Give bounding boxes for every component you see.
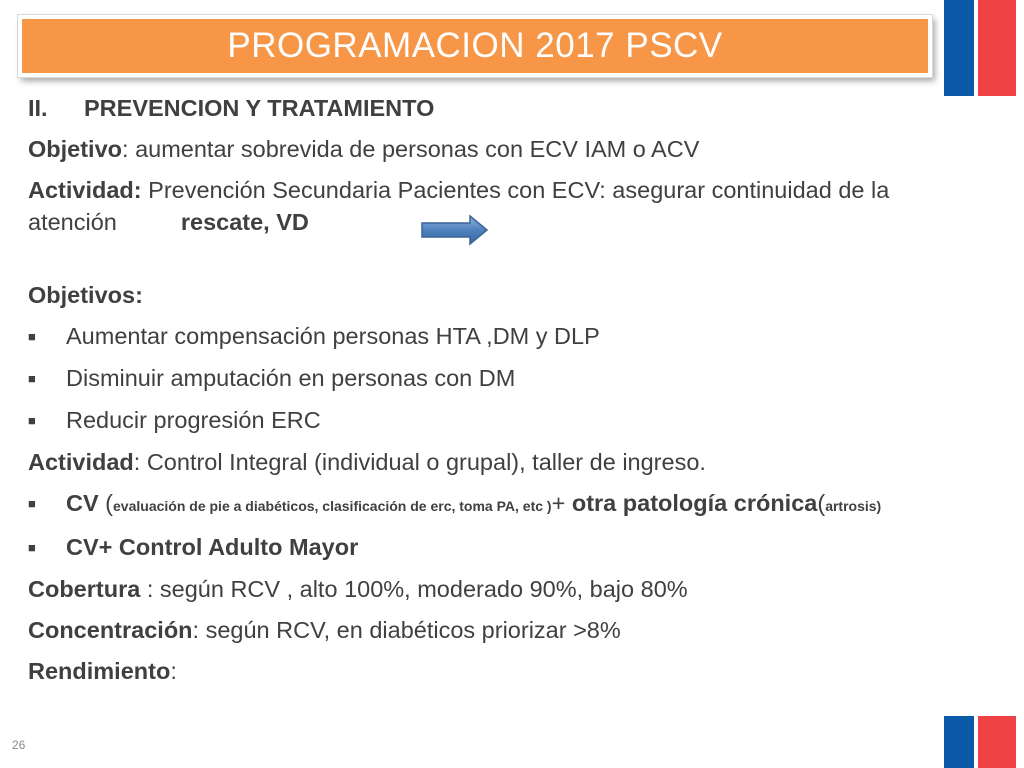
list-item xyxy=(28,320,978,353)
cv-adulto-item: CV+ Control Adulto Mayor xyxy=(66,534,359,560)
objetivo-item: Reducir progresión ERC xyxy=(66,407,321,433)
cobertura-text: : según RCV , alto 100%, moderado 90%, bajo 80% xyxy=(140,576,688,602)
flag-red-stripe xyxy=(978,0,1016,96)
rendimiento-label: Rendimiento xyxy=(28,658,171,684)
list-item xyxy=(28,362,978,395)
list-item xyxy=(28,487,978,522)
cobertura-label: Cobertura xyxy=(28,576,141,602)
list-item xyxy=(28,531,978,564)
flag-blue-stripe xyxy=(944,0,974,96)
objetivo-label: Objetivo xyxy=(28,136,123,162)
actividad-line-1 xyxy=(28,174,978,238)
title-banner xyxy=(18,15,932,77)
section-number: II. xyxy=(28,95,48,121)
flag-stripes-bottom xyxy=(944,716,1016,768)
concentracion-label: Concentración xyxy=(28,617,193,643)
slide-title: PROGRAMACION 2017 PSCV xyxy=(227,26,723,65)
concentracion-line xyxy=(28,614,978,646)
list-item xyxy=(28,404,978,437)
rendimiento-text: : xyxy=(170,658,177,684)
bullet-square-icon: ■ xyxy=(28,496,36,511)
bullet-square-icon: ■ xyxy=(28,371,36,386)
section-title: PREVENCION Y TRATAMIENTO xyxy=(84,95,435,121)
actividad-line-2 xyxy=(28,446,978,478)
objetivo-line xyxy=(28,133,978,165)
objetivo-text: : aumentar sobrevida de personas con ECV IAM o ACV xyxy=(122,136,700,162)
page-number: 26 xyxy=(12,738,26,752)
bullet-square-icon: ■ xyxy=(28,329,36,344)
section-heading xyxy=(28,92,978,124)
right-arrow-icon xyxy=(420,214,490,246)
bullet-square-icon: ■ xyxy=(28,413,36,428)
concentracion-text: : según RCV, en diabéticos priorizar >8% xyxy=(192,617,621,643)
objetivo-item: Disminuir amputación en personas con DM xyxy=(66,365,516,391)
actividad-label: Actividad: xyxy=(28,177,142,203)
cv-item: CV (evaluación de pie a diabéticos, clasificación de erc, toma PA, etc )+ otra patología crónica(artrosis) xyxy=(66,490,882,516)
flag-red-stripe xyxy=(978,716,1016,768)
actividad-text: Prevención Secundaria Pacientes con ECV: asegurar continuidad de la atención xyxy=(28,177,890,235)
cobertura-line xyxy=(28,573,978,605)
objetivos-heading: Objetivos: xyxy=(28,282,143,308)
rendimiento-line xyxy=(28,655,978,687)
flag-blue-stripe xyxy=(944,716,974,768)
slide-content xyxy=(28,92,978,696)
actividad2-label: Actividad xyxy=(28,449,134,475)
actividad2-text: : Control Integral (individual o grupal), taller de ingreso. xyxy=(133,449,706,475)
bullet-square-icon: ■ xyxy=(28,540,36,555)
actividad-bold-text: rescate, VD xyxy=(180,209,309,235)
flag-stripes-top xyxy=(944,0,1016,96)
objetivo-item: Aumentar compensación personas HTA ,DM y DLP xyxy=(66,323,600,349)
